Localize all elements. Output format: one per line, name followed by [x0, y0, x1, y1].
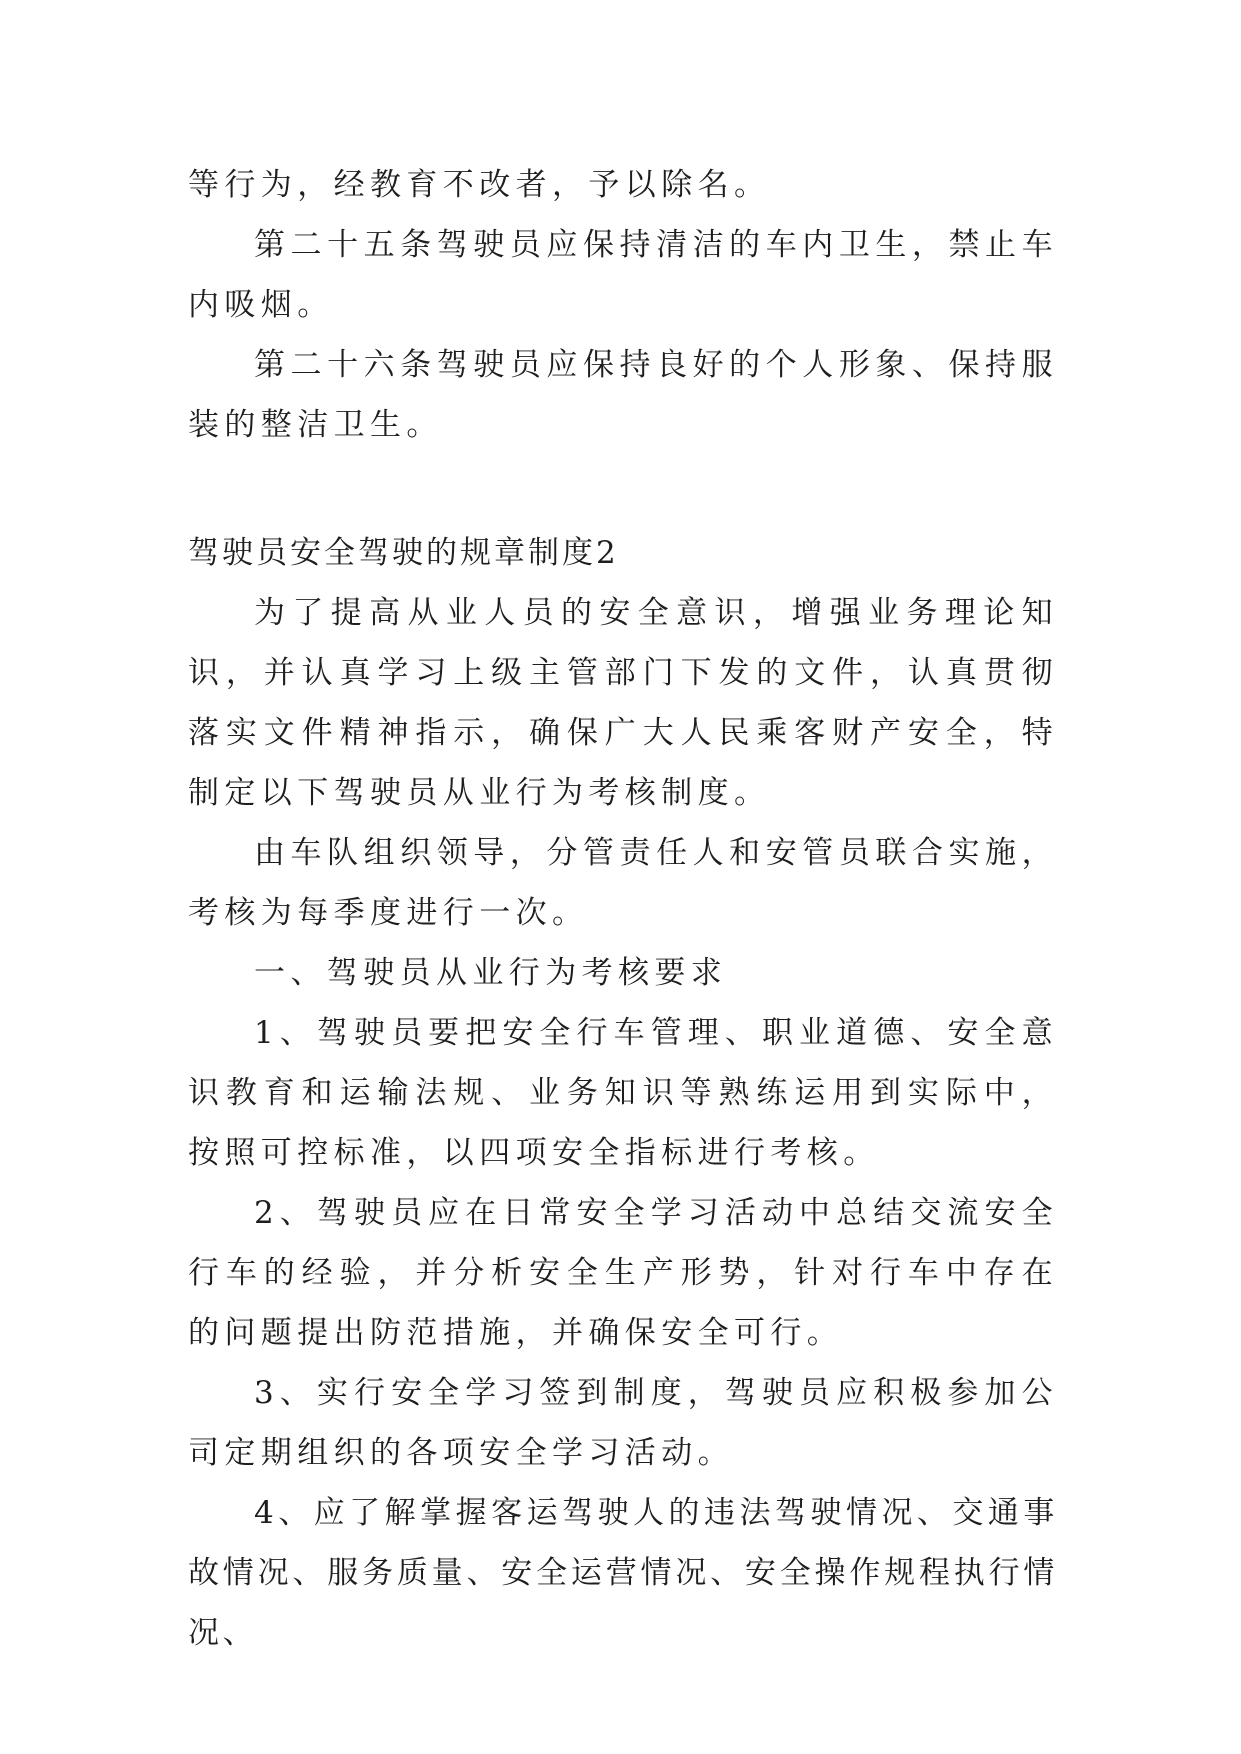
paragraph-article-26: 第二十六条驾驶员应保持良好的个人形象、保持服装的整洁卫生。: [188, 347, 1058, 443]
list-item-2: 2、驾驶员应在日常安全学习活动中总结交流安全行车的经验，并分析安全生产形势，针对行车中存在的问题提出防范措施，并确保安全可行。: [188, 1195, 1058, 1351]
paragraph-organization: 由车队组织领导，分管责任人和安管员联合实施，考核为每季度进行一次。: [188, 835, 1058, 931]
list-item-4: 4、应了解掌握客运驾驶人的违法驾驶情况、交通事故情况、服务质量、安全运营情况、安全操作规程执行情况、: [188, 1495, 1058, 1651]
paragraph-article-25: 第二十五条驾驶员应保持清洁的车内卫生，禁止车内吸烟。: [188, 227, 1058, 323]
subheading-requirements: 一、驾驶员从业行为考核要求: [254, 955, 728, 991]
paragraph-continuation: 等行为，经教育不改者，予以除名。: [188, 167, 771, 203]
section-title: 驾驶员安全驾驶的规章制度2: [188, 535, 619, 571]
document-body: [188, 155, 1058, 1663]
list-item-1: 1、驾驶员要把安全行车管理、职业道德、安全意识教育和运输法规、业务知识等熟练运用到实际中，按照可控标准，以四项安全指标进行考核。: [188, 1015, 1058, 1171]
list-item-3: 3、实行安全学习签到制度，驾驶员应积极参加公司定期组织的各项安全学习活动。: [188, 1375, 1058, 1471]
paragraph-purpose: 为了提高从业人员的安全意识，增强业务理论知识，并认真学习上级主管部门下发的文件，认真贯彻落实文件精神指示，确保广大人民乘客财产安全，特制定以下驾驶员从业行为考核制度。: [188, 595, 1058, 811]
